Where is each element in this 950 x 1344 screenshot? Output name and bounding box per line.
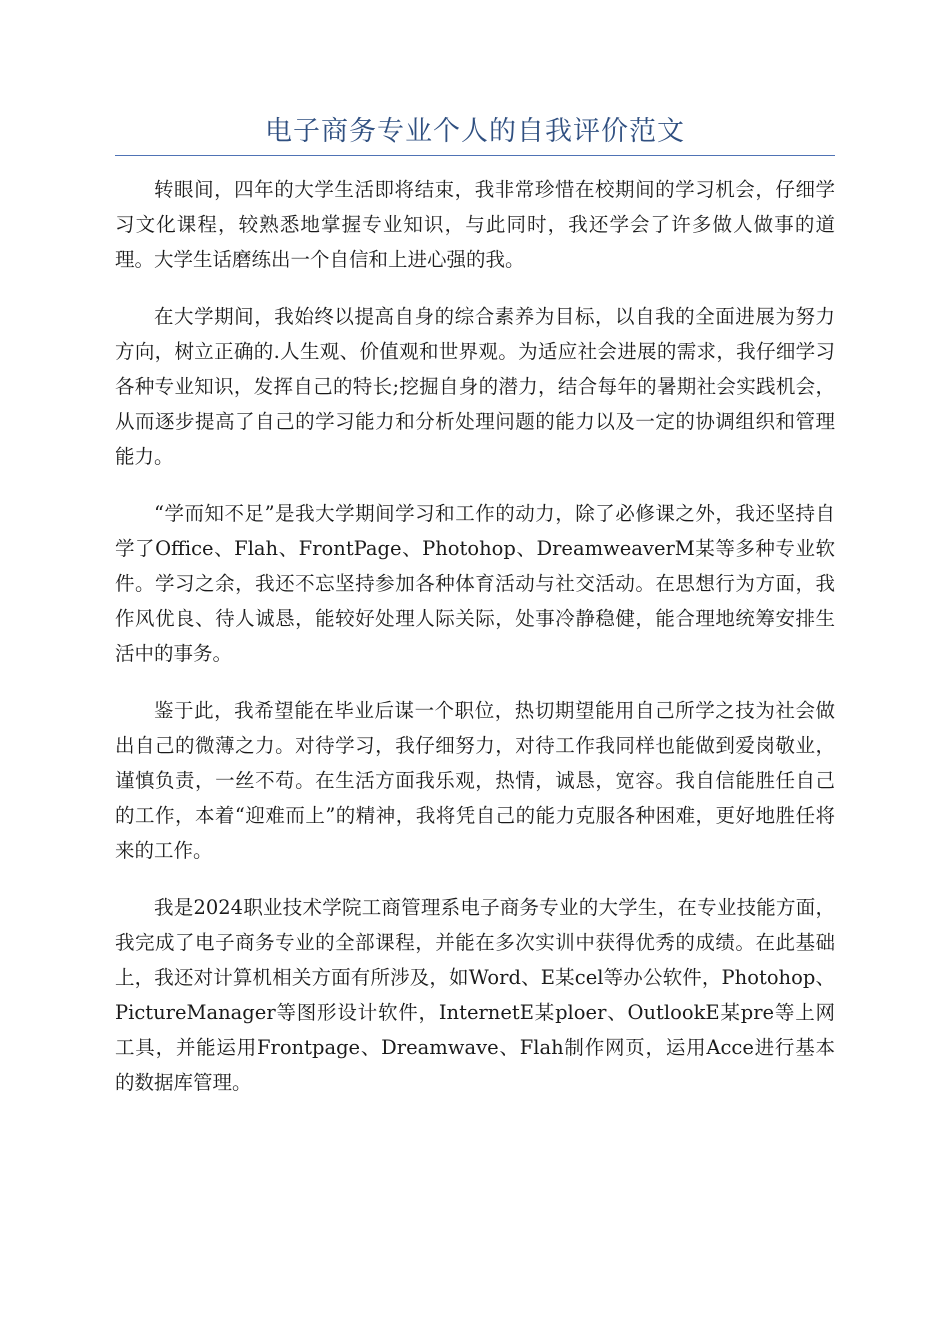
title-underline <box>115 155 835 156</box>
document-body <box>115 172 835 1122</box>
paragraph-1: 转眼间，四年的大学生活即将结束，我非常珍惜在校期间的学习机会，仔细学习文化课程，较熟悉地掌握专业知识，与此同时，我还学会了许多做人做事的道理。大学生话磨练出一个自信和上进心强的我。 <box>115 178 835 271</box>
document-title: 电子商务专业个人的自我评价范文 <box>265 116 685 147</box>
paragraph-4: 鉴于此，我希望能在毕业后谋一个职位，热切期望能用自己所学之技为社会做出自己的微薄之力。对待学习，我仔细努力，对待工作我同样也能做到爱岗敬业，谨慎负责，一丝不苟。在生活方面我乐观，热情，诚恳，宽容。我自信能胜任自己的工作，本着“迎难而上”的精神，我将凭自己的能力克服各种困难，更好地胜任将来的工作。 <box>115 699 835 862</box>
paragraph-2: 在大学期间，我始终以提高自身的综合素养为目标，以自我的全面进展为努力方向，树立正确的.人生观、价值观和世界观。为适应社会进展的需求，我仔细学习各种专业知识，发挥自己的特长;挖掘自身的潜力，结合每年的暑期社会实践机会，从而逐步提高了自己的学习能力和分析处理问题的能力以及一定的协调组织和管理能力。 <box>115 305 835 468</box>
paragraph-3: “学而知不足”是我大学期间学习和工作的动力，除了必修课之外，我还坚持自学了Office、Flah、FrontPage、Photohop、DreamweaverM某等多种专业软件。学习之余，我还不忘坚持参加各种体育活动与社交活动。在思想行为方面，我作风优良、待人诚恳，能较好处理人际关际，处事冷静稳健，能合理地统筹安排生活中的事务。 <box>115 502 835 665</box>
paragraph-5: 我是2024职业技术学院工商管理系电子商务专业的大学生，在专业技能方面，我完成了电子商务专业的全部课程，并能在多次实训中获得优秀的成绩。在此基础上，我还对计算机相关方面有所涉及，如Word、E某cel等办公软件，Photohop、PictureManager等图形设计软件，InternetE某ploer、OutlookE某pre等上网工具，并能运用Frontpage、Dreamwave、Flah制作网页，运用Acce进行基本的数据库管理。 <box>115 896 835 1094</box>
